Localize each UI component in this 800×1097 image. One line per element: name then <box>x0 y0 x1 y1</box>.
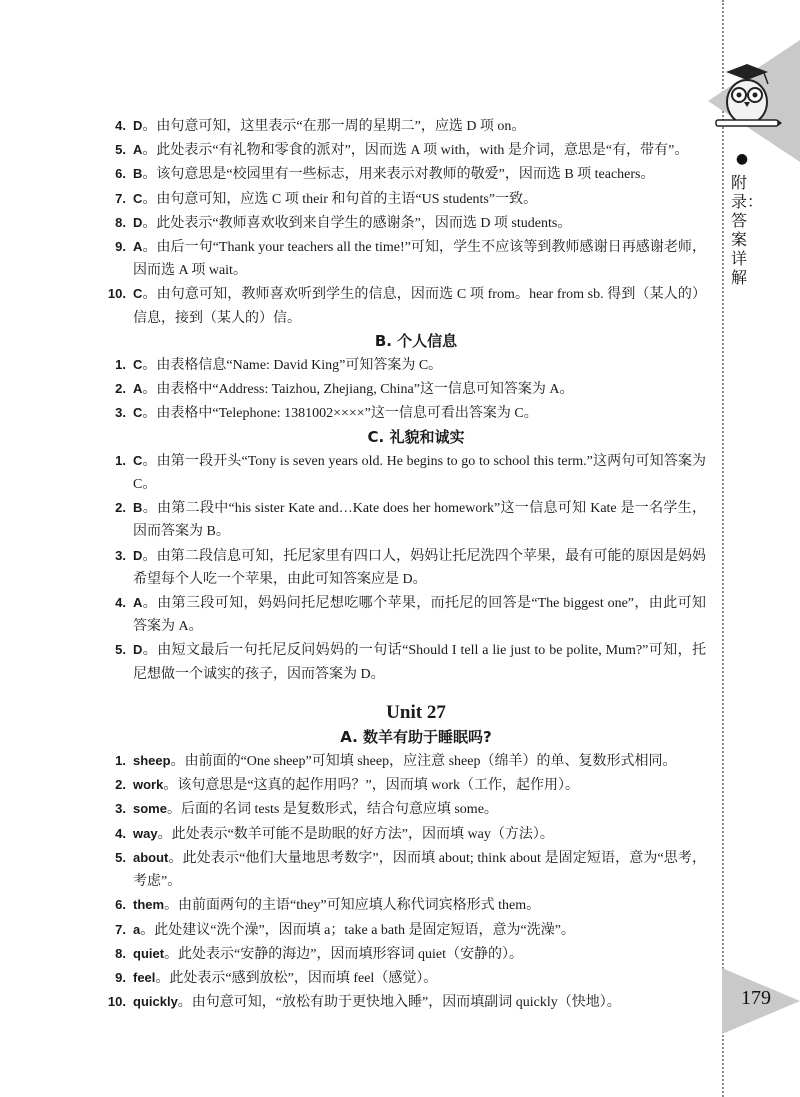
answer-key: some <box>133 801 167 817</box>
answer-explanation: 。此处表示“安静的海边”，因而填形容词 quiet（安静的）。 <box>164 946 523 962</box>
answer-explanation: 。此处表示“他们大量地思考数字”，因而填 about; think about 是固定短语，意为“思考，考虑”。 <box>133 850 706 890</box>
answer-item: 5. D。由短文最后一句托尼反问妈妈的一句话“Should I tell a lie just to be polite, Mum?”可知，托尼想做一个诚实的孩子，因而答案为 D。 <box>115 642 706 682</box>
answer-key: C <box>133 357 143 373</box>
answer-item: 9. feel。此处表示“感到放松”，因而填 feel（感觉）。 <box>115 969 438 986</box>
answer-explanation: 。由表格信息“Name: David King”可知答案为 C。 <box>142 358 443 374</box>
answer-list-continued <box>100 114 706 330</box>
margin-dotted-rule <box>722 0 724 1097</box>
answer-item: 4. D。由句意可知，这里表示“在那一周的星期二”，应选 D 项 on。 <box>115 118 526 134</box>
answer-explanation: 。由短文最后一句托尼反问妈妈的一句话“Should I tell a lie just to be polite, Mum?”可知，托尼想做一个诚实的孩子，因而答案为 D。 <box>133 643 706 682</box>
answer-item: 7. C。由句意可知，应选 C 项 their 和句首的主语“US students”一致。 <box>115 190 538 207</box>
appendix-side-label <box>731 150 764 287</box>
answer-explanation: 。由第二段信息可知，托尼家里有四口人，妈妈让托尼洗四个苹果，最有可能的原因是妈妈希望每个人吃一个苹果，由此可知答案应是 D。 <box>133 548 706 587</box>
answer-item: 2. work。该句意思是“这真的起作用吗？”，因而填 work（工作，起作用）。 <box>115 777 580 794</box>
answer-item: 9. A。由后一句“Thank your teachers all the time!”可知，学生不应该等到教师感谢日再感谢老师，因而选 A 项 wait。 <box>115 239 706 279</box>
answer-key: C <box>133 286 143 302</box>
answer-key: D <box>133 214 143 230</box>
section-title: A. 数羊有助于睡眠吗? <box>340 727 492 746</box>
bullet-dot-icon: ● <box>735 151 749 167</box>
answer-content <box>100 114 706 1014</box>
answer-item: 2. A。由表格中“Address: Taizhou, Zhejiang, China”这一信息可知答案为 A。 <box>115 381 574 398</box>
answer-list-c <box>100 449 706 686</box>
answer-key: work <box>133 777 164 793</box>
answer-key: B <box>133 166 143 182</box>
answer-key: way <box>133 825 158 841</box>
answer-item: 1. sheep。由前面的“One sheep”可知填 sheep，应注意 sheep（绵羊）的单、复数形式相同。 <box>115 753 677 770</box>
answer-key: about <box>133 849 169 865</box>
answer-explanation: 。该句意思是“这真的起作用吗？”，因而填 work（工作，起作用）。 <box>163 778 580 794</box>
answer-key: a <box>133 921 141 937</box>
answer-key: A <box>133 142 143 158</box>
answer-explanation: 。由第一段开头“Tony is seven years old. He begins to go to school this term.”这两句可知答案为 C。 <box>133 453 706 493</box>
answer-explanation: 。由后一句“Thank your teachers all the time!”可知，学生不应该等到教师感谢日再感谢老师，因而选 A 项 wait。 <box>133 240 706 279</box>
answer-explanation: 。由前面两句的主语“they”可知应填人称代词宾格形式 them。 <box>164 898 541 914</box>
owl-mascot-icon <box>712 62 782 134</box>
answer-key: C <box>133 405 143 421</box>
answer-explanation: 。由第二段中“his sister Kate and…Kate does her homework”这一信息可知 Kate 是一名学生，因而答案为 B。 <box>133 501 706 540</box>
answer-explanation: 。由第三段可知，妈妈问托尼想吃哪个苹果，而托尼的回答是“The biggest one”，由此可知答案为 A。 <box>133 596 706 635</box>
answer-key: A <box>133 595 143 611</box>
answer-item: 5. about。此处表示“他们大量地思考数字”，因而填 about; think about 是固定短语，意为“思考，考虑”。 <box>115 849 706 890</box>
answer-item: 6. B。该句意思是“校园里有一些标志，用来表示对教师的敬爱”，因而选 B 项 teachers。 <box>115 166 655 183</box>
answer-item: 4. way。此处表示“数羊可能不是助眠的好方法”，因而填 way（方法）。 <box>115 825 554 842</box>
answer-key: feel <box>133 969 156 985</box>
answer-item: 10. quickly。由句意可知，“放松有助于更快地入睡”，因而填副词 quickly（快地）。 <box>107 994 621 1011</box>
answer-item: 8. quiet。此处表示“安静的海边”，因而填形容词 quiet（安静的）。 <box>115 945 523 962</box>
answer-item: 5. A。此处表示“有礼物和零食的派对”，因而选 A 项 with，with 是介词，意思是“有，带有”。 <box>115 142 689 159</box>
answer-explanation: 。此处表示“教师喜欢收到来自学生的感谢条”，因而选 D 项 students。 <box>142 215 572 231</box>
answer-explanation: 。此处表示“有礼物和零食的派对”，因而选 A 项 with，with 是介词，意思是“有，带有”。 <box>142 143 689 159</box>
answer-explanation: 。由前面的“One sheep”可知填 sheep，应注意 sheep（绵羊）的单、复数形式相同。 <box>170 754 677 770</box>
answer-key: C <box>133 452 143 468</box>
answer-explanation: 。该句意思是“校园里有一些标志，用来表示对教师的敬爱”，因而选 B 项 teachers。 <box>142 167 655 183</box>
answer-list-b <box>100 353 706 426</box>
answer-key: A <box>133 239 143 255</box>
answer-key: D <box>133 642 143 658</box>
answer-item: 6. them。由前面两句的主语“they”可知应填人称代词宾格形式 them。 <box>115 897 541 914</box>
answer-explanation: 。此处表示“数羊可能不是助眠的好方法”，因而填 way（方法）。 <box>157 826 554 842</box>
answer-key: A <box>133 381 143 397</box>
answer-key: quickly <box>133 994 178 1010</box>
answer-explanation: 。此处建议“洗个澡”，因而填 a；take a bath 是固定短语，意为“洗澡”。 <box>140 922 575 938</box>
answer-key: B <box>133 500 143 516</box>
answer-item: 3. C。由表格中“Telephone: 1381002××××”这一信息可看出答案为 C。 <box>115 405 538 422</box>
answer-item: 3. D。由第二段信息可知，托尼家里有四口人，妈妈让托尼洗四个苹果，最有可能的原因是妈妈希望每个人吃一个苹果，由此可知答案应是 D。 <box>115 547 706 587</box>
answer-explanation: 。由句意可知，这里表示“在那一周的星期二”，应选 D 项 on。 <box>142 119 526 134</box>
answer-explanation: 。由句意可知，教师喜欢听到学生的信息，因而选 C 项 from。hear from sb. 得到（某人的）信息，接到（某人的）信。 <box>133 287 706 326</box>
section-title: B. 个人信息 <box>374 331 458 350</box>
answer-key: them <box>133 897 165 913</box>
answer-item: 8. D。此处表示“教师喜欢收到来自学生的感谢条”，因而选 D 项 students。 <box>115 214 572 231</box>
answer-key: D <box>133 547 143 563</box>
answer-item: 7. a。此处建议“洗个澡”，因而填 a；take a bath 是固定短语，意为“洗澡”。 <box>115 921 575 938</box>
answer-item: 1. C。由第一段开头“Tony is seven years old. He begins to go to school this term.”这两句可知答案为 C。 <box>115 452 706 493</box>
answer-explanation: 。由句意可知，“放松有助于更快地入睡”，因而填副词 quickly（快地）。 <box>177 995 621 1011</box>
answer-explanation: 。由句意可知，应选 C 项 their 和句首的主语“US students”一致。 <box>142 191 538 207</box>
answer-item: 1. C。由表格信息“Name: David King”可知答案为 C。 <box>115 357 443 374</box>
section-title: C. 礼貌和诚实 <box>367 427 465 446</box>
page-number: 179 <box>741 987 771 1009</box>
answer-explanation: 。此处表示“感到放松”，因而填 feel（感觉）。 <box>155 970 438 986</box>
answer-explanation: 。由表格中“Telephone: 1381002××××”这一信息可看出答案为 C。 <box>142 406 538 422</box>
answer-item: 10. C。由句意可知，教师喜欢听到学生的信息，因而选 C 项 from。hear from sb. 得到（某人的）信息，接到（某人的）信。 <box>107 286 706 326</box>
answer-key: sheep <box>133 753 171 769</box>
answer-item: 4. A。由第三段可知，妈妈问托尼想吃哪个苹果，而托尼的回答是“The biggest one”，由此可知答案为 A。 <box>115 595 706 635</box>
answer-explanation: 。后面的名词 tests 是复数形式，结合句意应填 some。 <box>166 802 498 818</box>
answer-key: quiet <box>133 945 165 961</box>
unit-title: Unit 27 <box>386 701 446 723</box>
answer-key: C <box>133 190 143 206</box>
answer-item: 3. some。后面的名词 tests 是复数形式，结合句意应填 some。 <box>115 801 498 818</box>
answer-explanation: 。由表格中“Address: Taizhou, Zhejiang, China”这一信息可知答案为 A。 <box>142 382 574 398</box>
appendix-label-text: 附录：答案详解 <box>731 173 764 287</box>
answer-list-unit27-a <box>100 749 706 1014</box>
answer-key: D <box>133 118 143 133</box>
answer-item: 2. B。由第二段中“his sister Kate and…Kate does her homework”这一信息可知 Kate 是一名学生，因而答案为 B。 <box>115 500 706 540</box>
